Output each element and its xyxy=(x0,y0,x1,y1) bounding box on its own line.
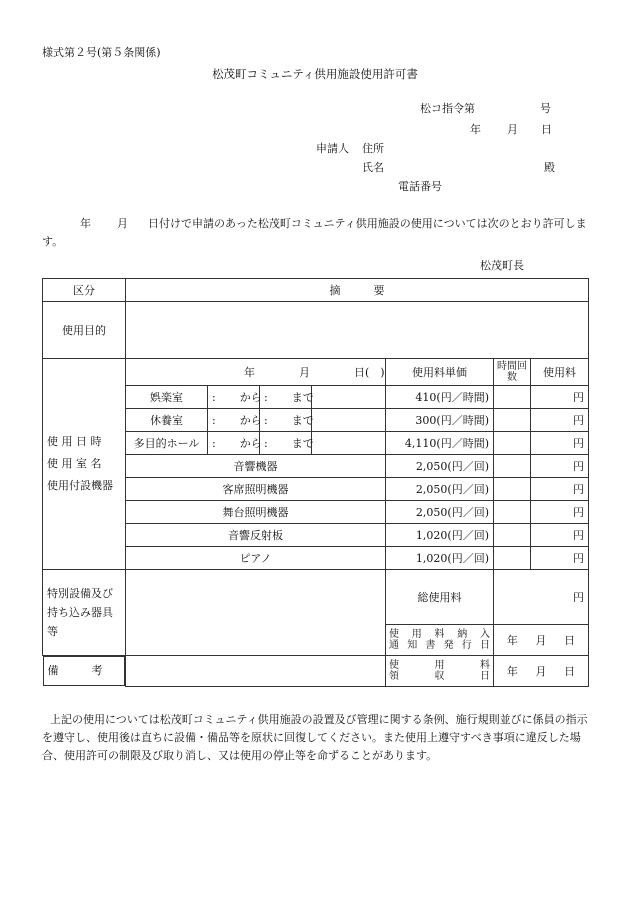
room-hours-field[interactable] xyxy=(494,386,531,409)
equipment-fee-field[interactable]: 円 xyxy=(531,547,589,570)
phone-label: 電話番号 xyxy=(398,180,442,193)
equipment-count-field[interactable] xyxy=(494,524,531,547)
room-time-from[interactable]: : から xyxy=(208,386,260,409)
intro-year: 年 xyxy=(80,217,91,230)
fee-header: 使用料 xyxy=(531,359,589,386)
issue-year: 年 xyxy=(470,123,481,136)
reference-suffix: 号 xyxy=(540,102,551,115)
intro-text: 日付けで申請のあった松茂町コミュニティ供用施設の使用については次のとおり許可します。 xyxy=(42,217,587,248)
notice-issue-label: 使用料納入 通知書発行日 xyxy=(386,625,494,656)
room-time-to[interactable]: : まで xyxy=(260,409,312,432)
room-name: 多目的ホール xyxy=(126,432,208,455)
document-title: 松茂町コミュニティ供用施設使用許可書 xyxy=(212,67,418,81)
equipment-count-field[interactable] xyxy=(494,455,531,478)
usage-date-month: 月 xyxy=(299,366,310,379)
name-label: 氏名 xyxy=(362,161,384,174)
room-fee-field[interactable]: 円 xyxy=(531,432,589,455)
equipment-unit-price: 2,050(円／回) xyxy=(386,455,494,478)
room-unit-price: 410(円／時間) xyxy=(386,386,494,409)
special-equipment-field[interactable] xyxy=(126,570,386,656)
equipment-name: 音響反射板 xyxy=(126,524,386,547)
special-equipment-label: 特別設備及び持ち込み器具等 xyxy=(43,570,126,656)
total-fee-label: 総使用料 xyxy=(386,570,494,625)
room-time-from[interactable]: : から xyxy=(208,409,260,432)
usage-label xyxy=(43,359,126,570)
total-fee-field[interactable]: 円 xyxy=(494,570,589,625)
reference-label: 松コ指令第 xyxy=(420,102,475,115)
usage-date-day: 日( ) xyxy=(354,366,385,379)
equipment-fee-field[interactable]: 円 xyxy=(531,524,589,547)
intro-month: 月 xyxy=(117,217,128,230)
equipment-count-field[interactable] xyxy=(494,501,531,524)
equipment-name: 客席照明機器 xyxy=(126,478,386,501)
equipment-name: ピアノ xyxy=(126,547,386,570)
equipment-fee-field[interactable]: 円 xyxy=(531,501,589,524)
issue-month: 月 xyxy=(507,123,518,136)
hours-header: 時間回数 xyxy=(494,359,531,386)
honorific: 殿 xyxy=(544,161,555,174)
remarks-label: 備 考 xyxy=(43,656,126,686)
room-time-to[interactable]: : まで xyxy=(260,386,312,409)
notice-issue-date[interactable]: 年 月 日 xyxy=(494,625,589,656)
equipment-unit-price: 1,020(円／回) xyxy=(386,547,494,570)
usage-date-year: 年 xyxy=(244,366,255,379)
purpose-label: 使用目的 xyxy=(43,302,126,359)
equipment-count-field[interactable] xyxy=(494,478,531,501)
room-time-from[interactable]: : から xyxy=(208,432,260,455)
room-name: 休養室 xyxy=(126,409,208,432)
footer-note: 上記の使用については松茂町コミュニティ供用施設の設置及び管理に関する条例、施行規則並びに係員の指示を遵守し、使用後は直ちに設備・備品等を原状に回復してください。また使用上遵守すべき事項に違反した場合、使用許可の制限及び取り消し、又は使用の停止等を命ずることがあります。 xyxy=(42,713,588,762)
purpose-field[interactable] xyxy=(126,302,589,359)
usage-date-field[interactable] xyxy=(126,359,386,386)
room-hours-field[interactable] xyxy=(494,432,531,455)
equipment-unit-price: 1,020(円／回) xyxy=(386,524,494,547)
equipment-name: 舞台照明機器 xyxy=(126,501,386,524)
equipment-fee-field[interactable]: 円 xyxy=(531,478,589,501)
room-fee-field[interactable]: 円 xyxy=(531,409,589,432)
usage-label-datetime: 使 用 日 時 xyxy=(47,435,102,448)
room-fee-field[interactable]: 円 xyxy=(531,386,589,409)
room-time-to[interactable]: : まで xyxy=(260,432,312,455)
header-category: 区分 xyxy=(43,279,126,302)
remarks-field[interactable] xyxy=(126,656,386,687)
room-hours-field[interactable] xyxy=(494,409,531,432)
equipment-unit-price: 2,050(円／回) xyxy=(386,501,494,524)
room-unit-price: 4,110(円／時間) xyxy=(386,432,494,455)
address-label: 住所 xyxy=(362,142,384,155)
mayor-signature: 松茂町長 xyxy=(480,259,524,272)
equipment-unit-price: 2,050(円／回) xyxy=(386,478,494,501)
applicant-label: 申請人 xyxy=(316,142,349,155)
receipt-date[interactable]: 年 月 日 xyxy=(494,656,589,687)
form-number: 様式第２号(第５条関係) xyxy=(42,46,161,59)
usage-label-equipment: 使用付設機器 xyxy=(47,479,113,492)
equipment-count-field[interactable] xyxy=(494,547,531,570)
equipment-name: 音響機器 xyxy=(126,455,386,478)
issue-day: 日 xyxy=(541,123,552,136)
header-summary: 摘 要 xyxy=(126,279,589,302)
room-unit-price: 300(円／時間) xyxy=(386,409,494,432)
usage-permit-table xyxy=(42,278,589,687)
equipment-fee-field[interactable]: 円 xyxy=(531,455,589,478)
receipt-label: 使用料 領収日 xyxy=(386,656,494,687)
room-name: 娯楽室 xyxy=(126,386,208,409)
usage-label-room: 使 用 室 名 xyxy=(47,457,102,470)
unit-price-header: 使用料単価 xyxy=(386,359,494,386)
